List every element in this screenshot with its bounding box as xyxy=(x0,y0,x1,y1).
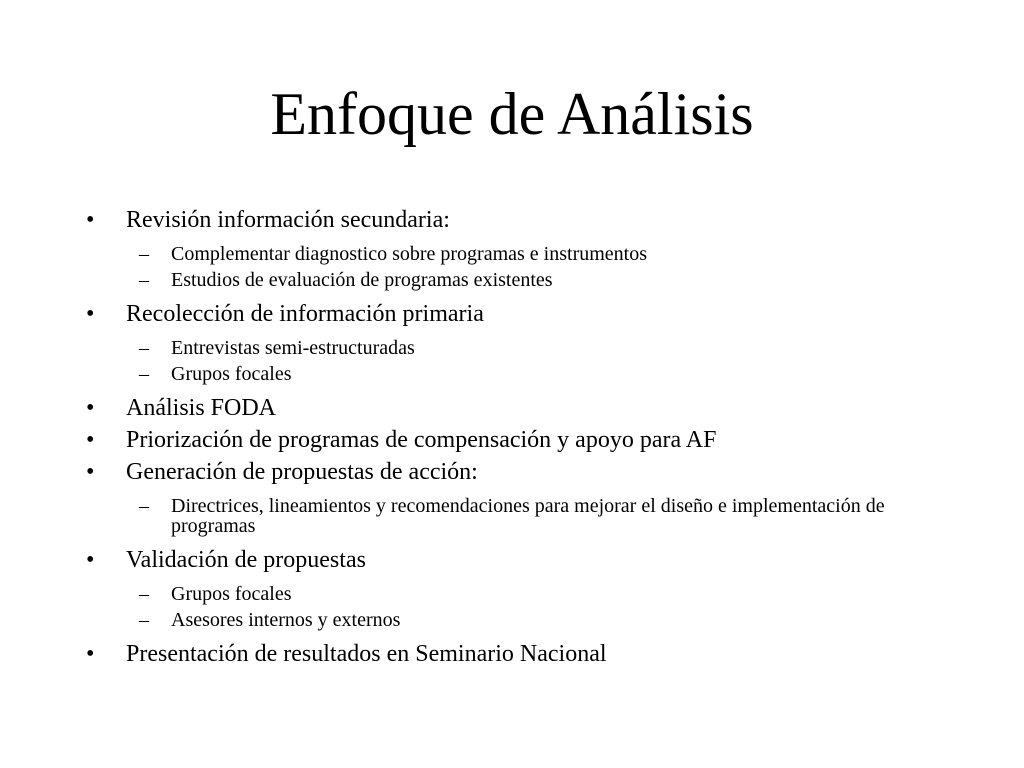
bullet-text: Presentación de resultados en Seminario Nacional xyxy=(126,641,607,667)
sub-item xyxy=(126,496,946,536)
bullet-item xyxy=(86,424,946,456)
bullet-item xyxy=(86,638,946,670)
sub-item-text: Directrices, lineamientos y recomendaciones para mejorar el diseño e implementación de programas xyxy=(171,495,885,537)
bullet-item xyxy=(86,204,946,298)
bullet-text: Validación de propuestas xyxy=(126,547,366,573)
bullet-item xyxy=(86,544,946,638)
sub-item xyxy=(126,364,946,384)
dash-icon: – xyxy=(139,243,149,265)
bullet-item xyxy=(86,456,946,544)
sub-list xyxy=(126,576,946,638)
bullet-item xyxy=(86,392,946,424)
sub-item xyxy=(126,338,946,358)
sub-list xyxy=(126,236,946,298)
bullet-text: Generación de propuestas de acción: xyxy=(126,459,478,485)
sub-item xyxy=(126,584,946,604)
bullet-icon: • xyxy=(86,301,95,327)
sub-item-text: Entrevistas semi-estructuradas xyxy=(171,337,415,359)
bullet-text: Priorización de programas de compensación y apoyo para AF xyxy=(126,427,717,453)
bullet-icon: • xyxy=(86,427,95,453)
sub-item xyxy=(126,270,946,290)
dash-icon: – xyxy=(139,363,149,385)
bullet-list xyxy=(86,204,946,670)
slide-title: Enfoque de Análisis xyxy=(270,81,754,147)
dash-icon: – xyxy=(139,583,149,605)
bullet-icon: • xyxy=(86,395,95,421)
sub-item-text: Asesores internos y externos xyxy=(171,609,401,631)
sub-item-text: Complementar diagnostico sobre programas e instrumentos xyxy=(171,243,648,265)
bullet-item xyxy=(86,298,946,392)
sub-item xyxy=(126,244,946,264)
sub-item-text: Estudios de evaluación de programas existentes xyxy=(171,269,553,291)
sub-item-text: Grupos focales xyxy=(171,583,292,605)
bullet-icon: • xyxy=(86,641,95,667)
dash-icon: – xyxy=(139,269,149,291)
bullet-icon: • xyxy=(86,207,95,233)
bullet-icon: • xyxy=(86,547,95,573)
sub-list xyxy=(126,330,946,392)
bullet-text: Revisión información secundaria: xyxy=(126,207,450,233)
bullet-text: Recolección de información primaria xyxy=(126,301,484,327)
sub-item-text: Grupos focales xyxy=(171,363,292,385)
dash-icon: – xyxy=(139,337,149,359)
bullet-text: Análisis FODA xyxy=(126,395,277,421)
sub-item xyxy=(126,610,946,630)
dash-icon: – xyxy=(139,609,149,631)
sub-list xyxy=(126,488,946,544)
dash-icon: – xyxy=(139,495,149,517)
bullet-icon: • xyxy=(86,459,95,485)
